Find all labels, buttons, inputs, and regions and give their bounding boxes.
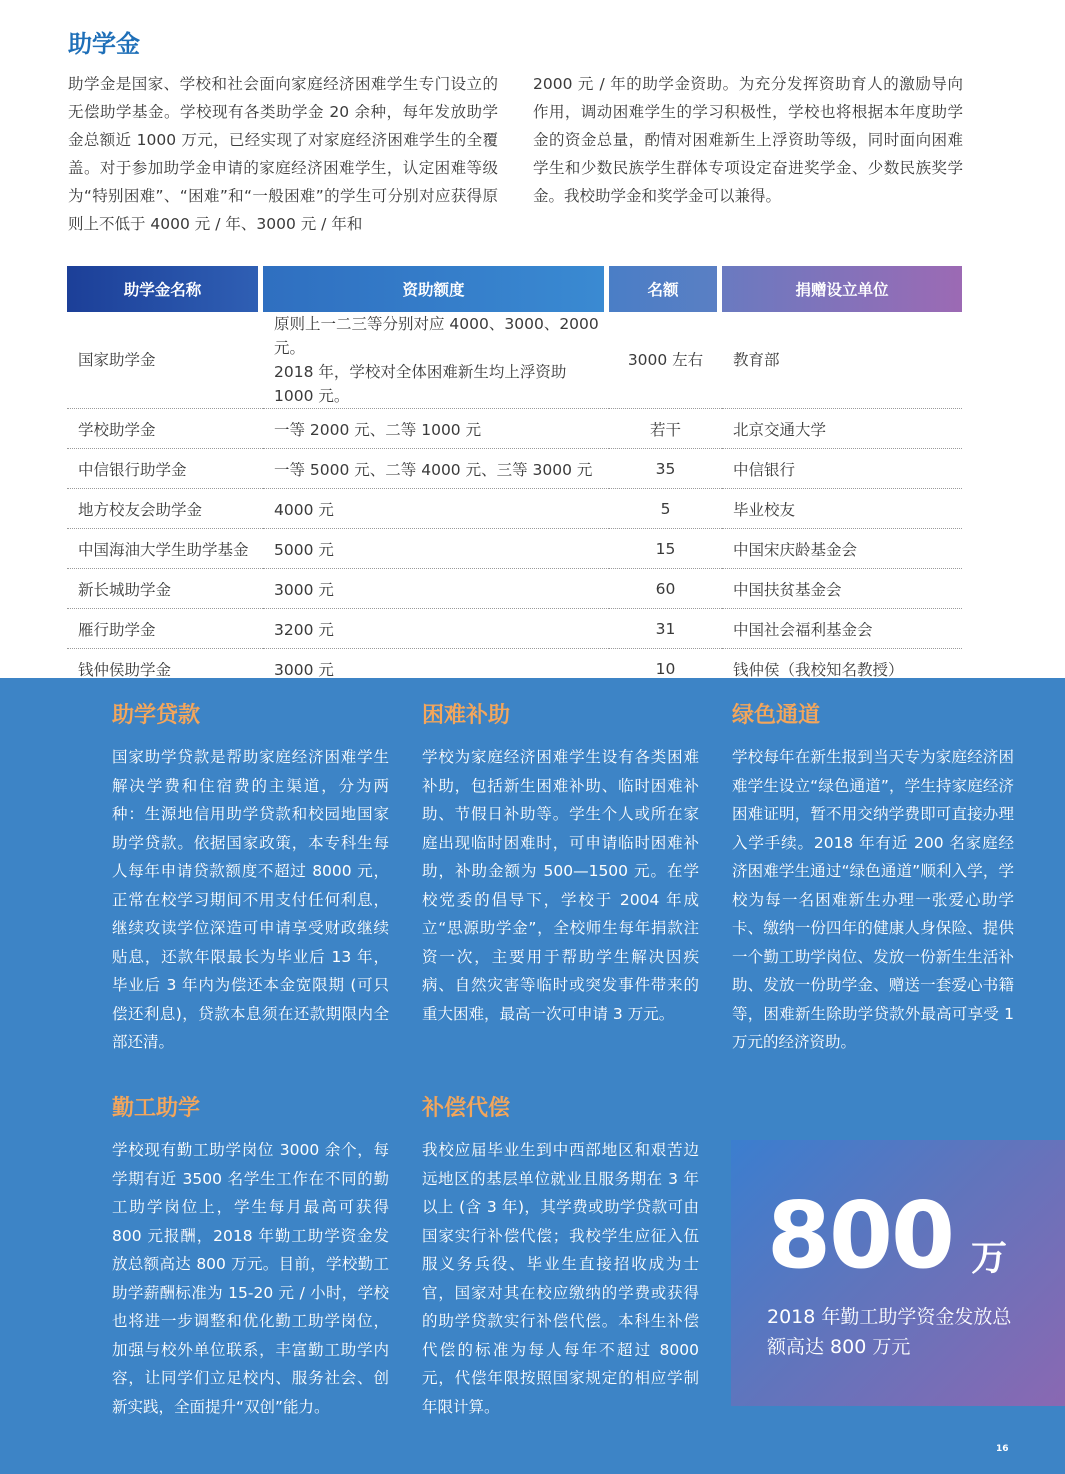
table-row: [67, 569, 962, 609]
cell-amount: 4000 元: [263, 489, 609, 529]
cell-name: 学校助学金: [67, 409, 263, 449]
cell-amount: [263, 312, 609, 409]
compensation-card: [422, 1091, 699, 1421]
cell-donor: 中国宋庆龄基金会: [722, 529, 962, 569]
header-donor: 捐赠设立单位: [722, 266, 962, 312]
intro-text-right: 2000 元 / 年的助学金资助。为充分发挥资助育人的激励导向作用，调动困难学生的学习积极性，学校也将根据本年度助学金的资金总量，酌情对困难新生上浮资助等级，同时面向困难学生和少数民族学生群体专项设定奋进奖学金、少数民族奖学金。我校助学金和奖学金可以兼得。: [533, 75, 963, 205]
table-row: [67, 409, 962, 449]
grants-table: [67, 266, 962, 689]
cell-count: 60: [609, 569, 722, 609]
loan-title: 助学贷款: [112, 703, 201, 728]
work-study-text: 学校现有勤工助学岗位 3000 余个，每学期有近 3500 名学生工作在不同的勤工助学岗位上，学生每月最高可获得 800 元报酬，2018 年勤工助学资金发放总额高达 800 万元。目前，学校勤工助学薪酬标准为 15-20 元 / 小时，学校也将进一步调整和优化勤工助学岗位，加强与校外单位联系，丰富勤工助学内容，让同学们立足校内、服务社会、创新实践，全面提升“双创”能力。: [112, 1141, 389, 1416]
stat-unit: 万: [971, 1238, 1008, 1279]
cell-amount: 3000 元: [263, 649, 609, 689]
cell-donor: 中信银行: [722, 449, 962, 489]
cell-donor: 中国扶贫基金会: [722, 569, 962, 609]
table-row: [67, 609, 962, 649]
cell-count: 15: [609, 529, 722, 569]
cell-count: 35: [609, 449, 722, 489]
cell-amount: 3200 元: [263, 609, 609, 649]
cell-count: 10: [609, 649, 722, 689]
cell-donor: 钱仲侯（我校知名教授）: [722, 649, 962, 689]
cell-name: 地方校友会助学金: [67, 489, 263, 529]
cell-count: 若干: [609, 409, 722, 449]
cell-name: 中信银行助学金: [67, 449, 263, 489]
compensation-title: 补偿代偿: [422, 1096, 511, 1121]
section-title: 助学金: [68, 30, 140, 58]
cell-amount-line: 原则上一二三等分别对应 4000、3000、2000 元。: [274, 315, 599, 357]
loan-text: 国家助学贷款是帮助家庭经济困难学生解决学费和住宿费的主渠道，分为两种：生源地信用助学贷款和校园地国家助学贷款。依据国家政策，本专科生每人每年申请贷款额度不超过 8000 元，正常在校学习期间不用支付任何利息，继续攻读学位深造可申请享受财政继续贴息，还款年限最长为毕业后 13 年，毕业后 3 年内为偿还本金宽限期 (可只偿还利息)，贷款本息须在还款期限内全部还清。: [112, 748, 389, 1051]
cell-name: 中国海油大学生助学基金: [67, 529, 263, 569]
cell-donor: 教育部: [722, 312, 962, 409]
table-row: [67, 312, 962, 409]
cell-amount-line: 2018 年，学校对全体困难新生均上浮资助 1000 元。: [274, 363, 567, 405]
green-channel-card: [732, 698, 1014, 1057]
cell-donor: 中国社会福利基金会: [722, 609, 962, 649]
table-row: [67, 489, 962, 529]
header-name: 助学金名称: [67, 266, 263, 312]
table-row: [67, 449, 962, 489]
cell-donor: 毕业校友: [722, 489, 962, 529]
page-number: 16: [996, 1444, 1009, 1454]
stat-number: 800: [767, 1182, 954, 1289]
loan-card: [112, 698, 389, 1057]
stat-highlight: [731, 1140, 1065, 1406]
cell-count: 3000 左右: [609, 312, 722, 409]
green-channel-title: 绿色通道: [732, 703, 821, 728]
cell-count: 5: [609, 489, 722, 529]
cell-amount: 一等 2000 元、二等 1000 元: [263, 409, 609, 449]
cell-amount: 一等 5000 元、二等 4000 元、三等 3000 元: [263, 449, 609, 489]
cell-amount: 5000 元: [263, 529, 609, 569]
header-count: 名额: [609, 266, 722, 312]
subsidy-card: [422, 698, 699, 1028]
cell-name: 新长城助学金: [67, 569, 263, 609]
green-channel-text: 学校每年在新生报到当天专为家庭经济困难学生设立“绿色通道”，学生持家庭经济困难证明，暂不用交纳学费即可直接办理入学手续。2018 年有近 200 名家庭经济困难学生通过“绿色通道”顺利入学，学校为每一名困难新生办理一张爱心助学卡、缴纳一份四年的健康人身保险、提供一个勤工助学岗位、发放一份新生生活补助、发放一份助学金、赠送一套爱心书籍等，困难新生除助学贷款外最高可享受 1 万元的经济资助。: [732, 748, 1014, 1051]
work-study-title: 勤工助学: [112, 1096, 201, 1121]
cell-name: 国家助学金: [67, 312, 263, 409]
work-study-card: [112, 1091, 389, 1421]
table-header-row: [67, 266, 962, 312]
compensation-text: 我校应届毕业生到中西部地区和艰苦边远地区的基层单位就业且服务期在 3 年以上 (含 3 年)，其学费或助学贷款可由国家实行补偿代偿；我校学生应征入伍服义务兵役、毕业生直接招收成为士官，国家对其在校应缴纳的学费或获得的助学贷款实行补偿代偿。本科生补偿代偿的标准为每人每年不超过 8000 元，代偿年限按照国家规定的相应学制年限计算。: [422, 1141, 699, 1416]
cell-name: 雁行助学金: [67, 609, 263, 649]
cell-amount: 3000 元: [263, 569, 609, 609]
header-amount: 资助额度: [263, 266, 609, 312]
stat-caption: 2018 年勤工助学资金发放总额高达 800 万元: [767, 1306, 1012, 1358]
cell-name: 钱仲侯助学金: [67, 649, 263, 689]
table-row: [67, 529, 962, 569]
cell-donor: 北京交通大学: [722, 409, 962, 449]
subsidy-text: 学校为家庭经济困难学生设有各类困难补助，包括新生困难补助、临时困难补助、节假日补助等。学生个人或所在家庭出现临时困难时，可申请临时困难补助，补助金额为 500—1500 元。在学校党委的倡导下，学校于 2004 年成立“思源助学金”，全校师生每年捐款注资一次，主要用于帮助学生解决因疾病、自然灾害等临时或突发事件带来的重大困难，最高一次可申请 3 万元。: [422, 748, 699, 1023]
cell-count: 31: [609, 609, 722, 649]
subsidy-title: 困难补助: [422, 703, 511, 728]
intro-text-left: 助学金是国家、学校和社会面向家庭经济困难学生专门设立的无偿助学基金。学校现有各类助学金 20 余种，每年发放助学金总额近 1000 万元，已经实现了对家庭经济困难学生的全覆盖。对于参加助学金申请的家庭经济困难学生，认定困难等级为“特别困难”、“困难”和“一般困难”的学生可分别对应获得原则上不低于 4000 元 / 年、3000 元 / 年和: [68, 75, 498, 233]
